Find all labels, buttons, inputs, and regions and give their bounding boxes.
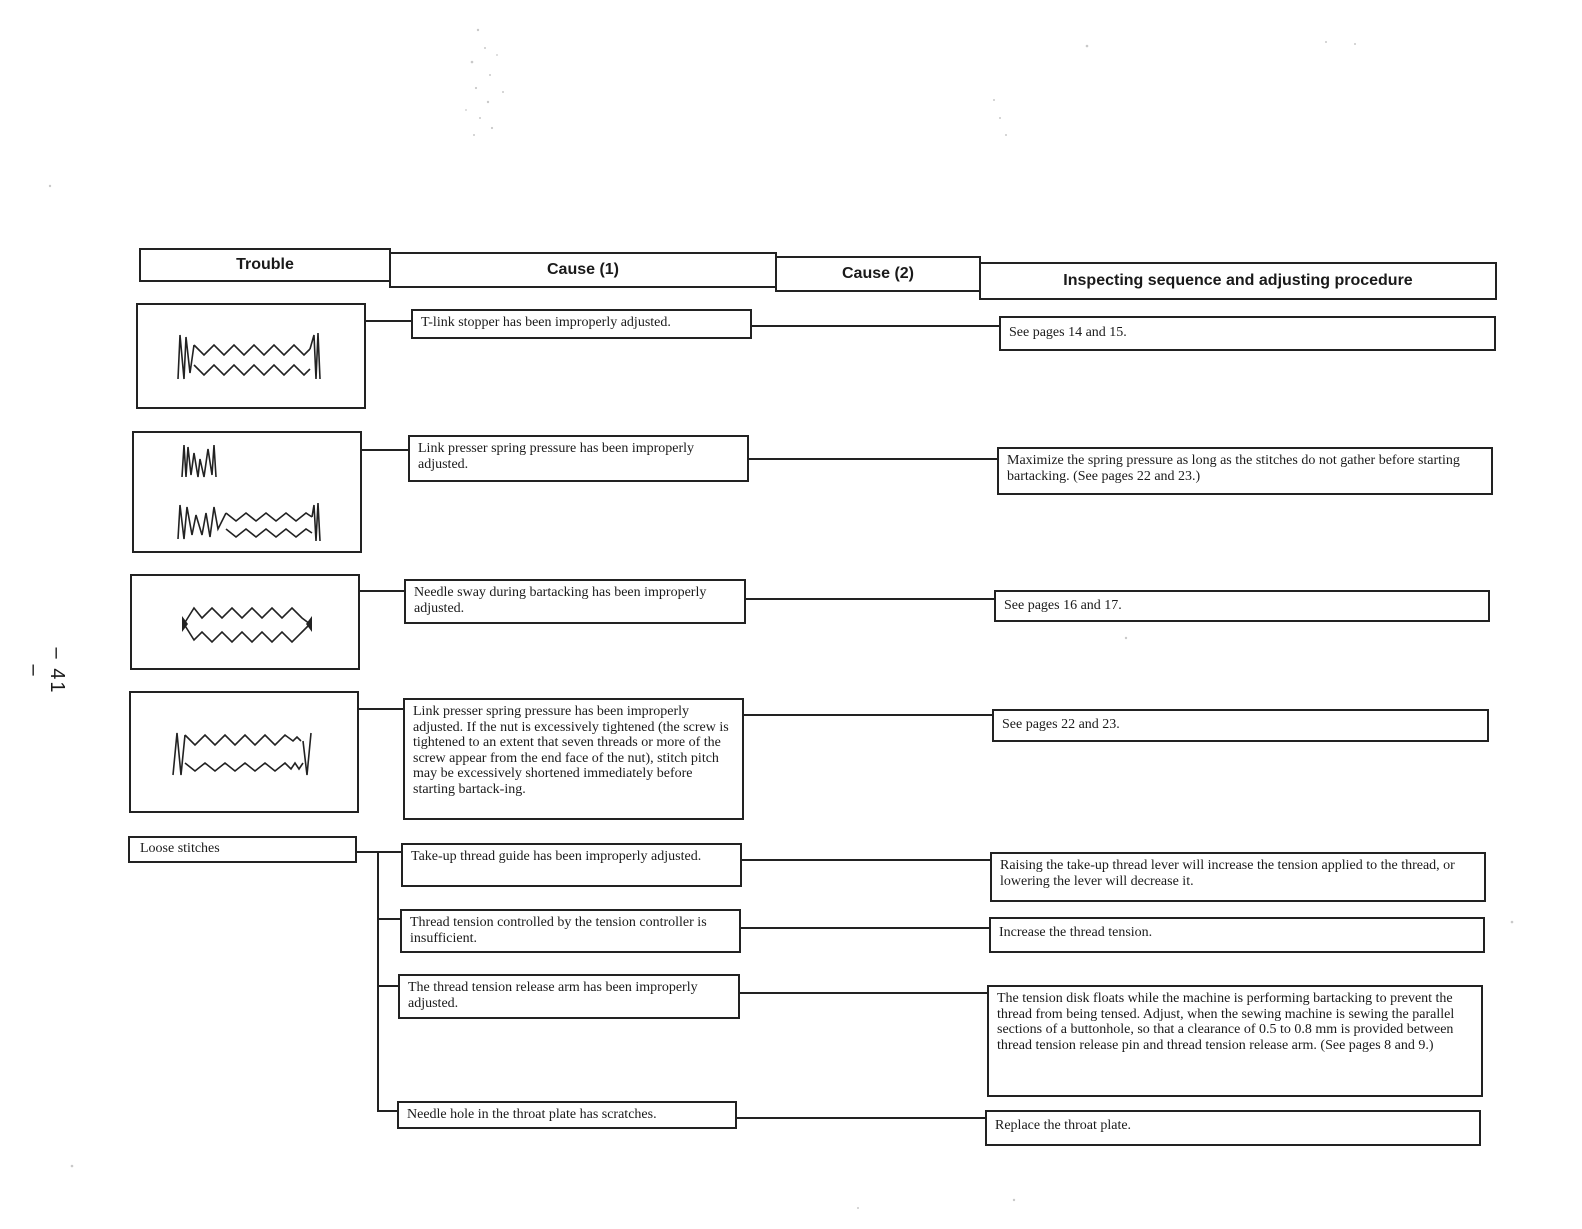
connector-line	[736, 1117, 985, 1119]
needle-sway-zigzag-icon	[132, 576, 358, 668]
procedure-box-2: Maximize the spring pressure as long as the stitches do not gather before starting bartacking. (See pages 22 and 23.)	[997, 447, 1493, 495]
loose-cause1-box-4: Needle hole in the throat plate has scratches.	[397, 1101, 737, 1129]
gathered-start-stitch-icon	[134, 433, 360, 551]
connector-trunk	[377, 851, 379, 1111]
trouble-loose-stitches: Loose stitches	[128, 836, 357, 863]
connector-line	[360, 590, 404, 592]
connector-line	[377, 918, 401, 920]
header-cause1: Cause (1)	[389, 252, 777, 288]
trouble-symbol-2	[132, 431, 362, 553]
trouble-symbol-1	[136, 303, 366, 409]
loose-procedure-box-3: The tension disk floats while the machine is performing bartacking to prevent the thread from being tensed. Adjust, when the sewing machine is sewing the parallel sections of a buttonhole, so that a clearance of 0.5 to 0.8 mm is provided between thread tension release pin and thread tension release arm. (See pages 8 and 9.)	[987, 985, 1483, 1097]
cause1-box-1: T-link stopper has been improperly adjusted.	[411, 309, 752, 339]
shortened-pitch-zigzag-icon	[131, 693, 357, 811]
connector-line	[377, 1110, 397, 1112]
procedure-box-4: See pages 22 and 23.	[992, 709, 1489, 742]
loose-cause1-box-2: Thread tension controlled by the tension controller is insufficient.	[400, 909, 741, 953]
connector-line	[745, 598, 994, 600]
connector-line	[739, 992, 987, 994]
connector-line	[356, 851, 402, 853]
cause1-box-4: Link presser spring pressure has been improperly adjusted. If the nut is excessively tightened (the screw is tightened to an extent that seven threads or more of the screw appear from the end face of the nut), stitch pitch may be excessively shortened immediately before starting bartack-ing.	[403, 698, 744, 820]
connector-line	[362, 449, 408, 451]
connector-line	[377, 985, 399, 987]
loose-cause1-box-3: The thread tension release arm has been improperly adjusted.	[398, 974, 740, 1019]
connector-line	[358, 708, 403, 710]
procedure-box-3: See pages 16 and 17.	[994, 590, 1490, 622]
cause1-box-2: Link presser spring pressure has been improperly adjusted.	[408, 435, 749, 482]
loose-procedure-box-1: Raising the take-up thread lever will increase the tension applied to the thread, or lowering the lever will decrease it.	[990, 852, 1486, 902]
connector-line	[751, 325, 999, 327]
trouble-symbol-4	[129, 691, 359, 813]
trouble-symbol-3	[130, 574, 360, 670]
loose-procedure-box-4: Replace the throat plate.	[985, 1110, 1481, 1146]
loose-procedure-box-2: Increase the thread tension.	[989, 917, 1485, 953]
connector-line	[748, 458, 998, 460]
connector-line	[365, 320, 411, 322]
zigzag-both-ends-bartack-icon	[138, 305, 364, 407]
cause1-box-3: Needle sway during bartacking has been improperly adjusted.	[404, 579, 746, 624]
page-number: – 41 –	[23, 647, 68, 695]
procedure-box-1: See pages 14 and 15.	[999, 316, 1496, 351]
connector-line	[741, 927, 989, 929]
connector-line	[744, 714, 992, 716]
loose-cause1-box-1: Take-up thread guide has been improperly adjusted.	[401, 843, 742, 887]
header-procedure: Inspecting sequence and adjusting procedure	[979, 262, 1497, 300]
header-trouble: Trouble	[139, 248, 391, 282]
header-cause2: Cause (2)	[775, 256, 981, 292]
connector-line	[741, 859, 990, 861]
